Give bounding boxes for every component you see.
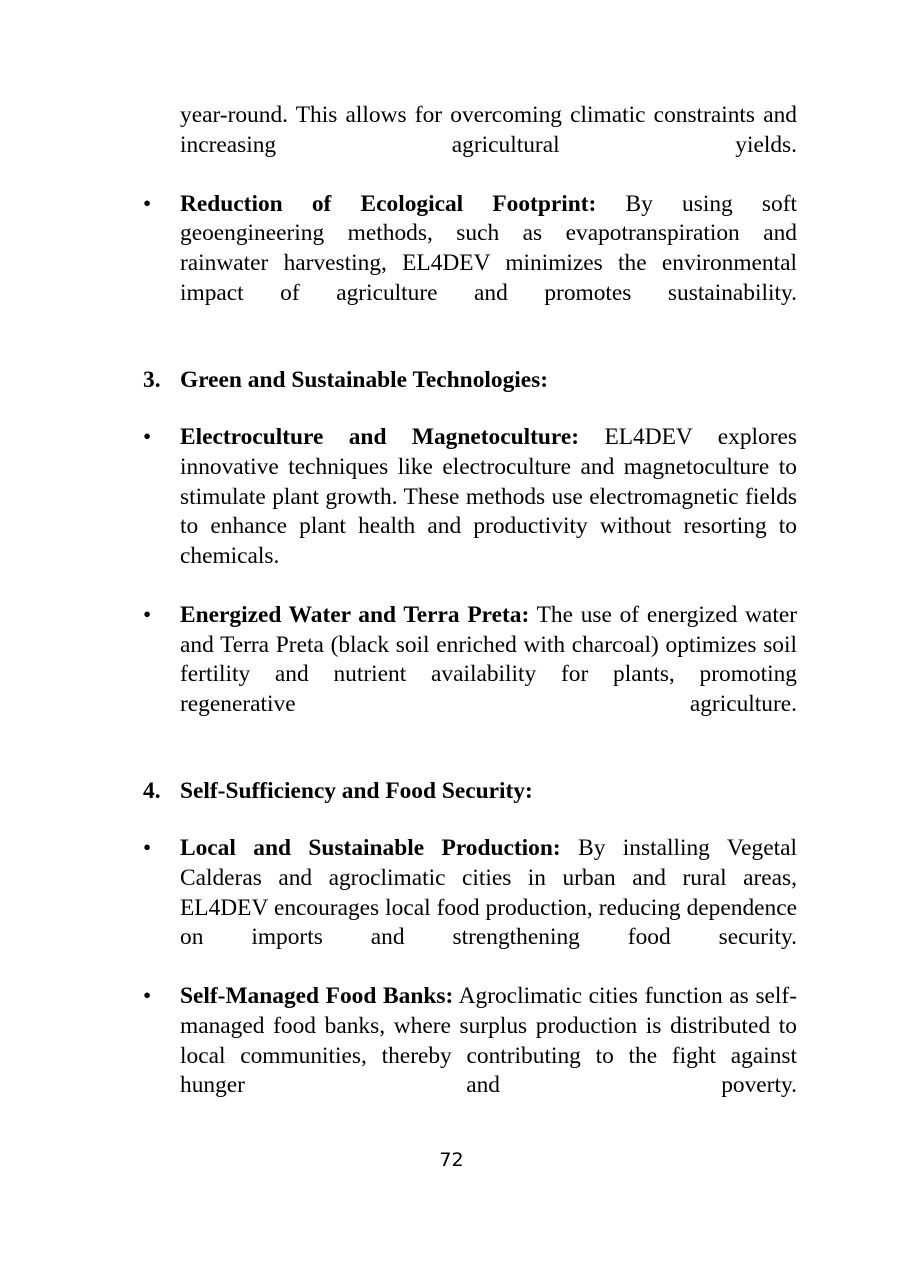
section-heading-green-and-sustainable-technologies <box>143 366 797 396</box>
bullet-body-text: By installing Vegetal Calderas and agroclimatic cities in urban and rural areas, EL4DEV encourages local food production, reducing dependence on imports and strengthening food security. <box>180 835 798 951</box>
bullet-lead-in: Energized Water and Terra Preta: <box>180 601 530 628</box>
page-number: 72 <box>439 1149 464 1171</box>
bullet-marker-icon: • <box>143 601 152 628</box>
bullet-energized-water-and-terra-preta <box>143 601 797 749</box>
section-heading-text: Self-Sufficiency and Food Security: <box>180 777 533 804</box>
bullet-body-text: Agroclimatic cities function as self-managed food banks, where surplus production is distributed to local communities, thereby contributing to the fight against hunger and poverty. <box>180 983 798 1099</box>
bullet-local-and-sustainable-production <box>143 834 797 982</box>
continuation-paragraph <box>143 101 797 190</box>
bullet-marker-icon: • <box>143 190 152 217</box>
page-content <box>143 101 797 1130</box>
bullet-marker-icon: • <box>143 983 152 1010</box>
paragraph-text: year-round. This allows for overcoming climatic constraints and increasing agricultural yields. <box>180 102 797 158</box>
bullet-lead-in: Local and Sustainable Production: <box>180 835 561 862</box>
bullet-marker-icon: • <box>143 424 152 451</box>
bullet-lead-in: Reduction of Ecological Footprint: <box>180 190 597 217</box>
bullet-lead-in: Self-Managed Food Banks: <box>180 983 454 1010</box>
section-heading-self-sufficiency-and-food-security <box>143 777 797 807</box>
bullet-body-text: The use of energized water and Terra Preta (black soil enriched with charcoal) optimizes soil fertility and nutrient availability for plants, promoting regenerative agriculture. <box>180 601 797 717</box>
bullet-electroculture-and-magnetoculture <box>143 423 797 601</box>
bullet-self-managed-food-banks <box>143 982 797 1130</box>
section-heading-text: Green and Sustainable Technologies: <box>180 366 549 393</box>
bullet-marker-icon: • <box>143 835 152 862</box>
section-number: 4. <box>143 777 161 804</box>
bullet-body-text: By using soft geoengineering methods, such as evapotranspiration and rainwater harvesting, EL4DEV minimizes the environmental impact of agriculture and promotes sustainability. <box>180 190 797 306</box>
bullet-body-text: EL4DEV explores innovative techniques like electroculture and magnetoculture to stimulate plant growth. These methods use electromagnetic fields to enhance plant health and productivity without resorting to chemicals. <box>180 424 798 569</box>
bullet-lead-in: Electroculture and Magnetoculture: <box>180 424 580 451</box>
section-number: 3. <box>143 366 161 393</box>
bullet-reduction-of-ecological-footprint <box>143 190 797 338</box>
